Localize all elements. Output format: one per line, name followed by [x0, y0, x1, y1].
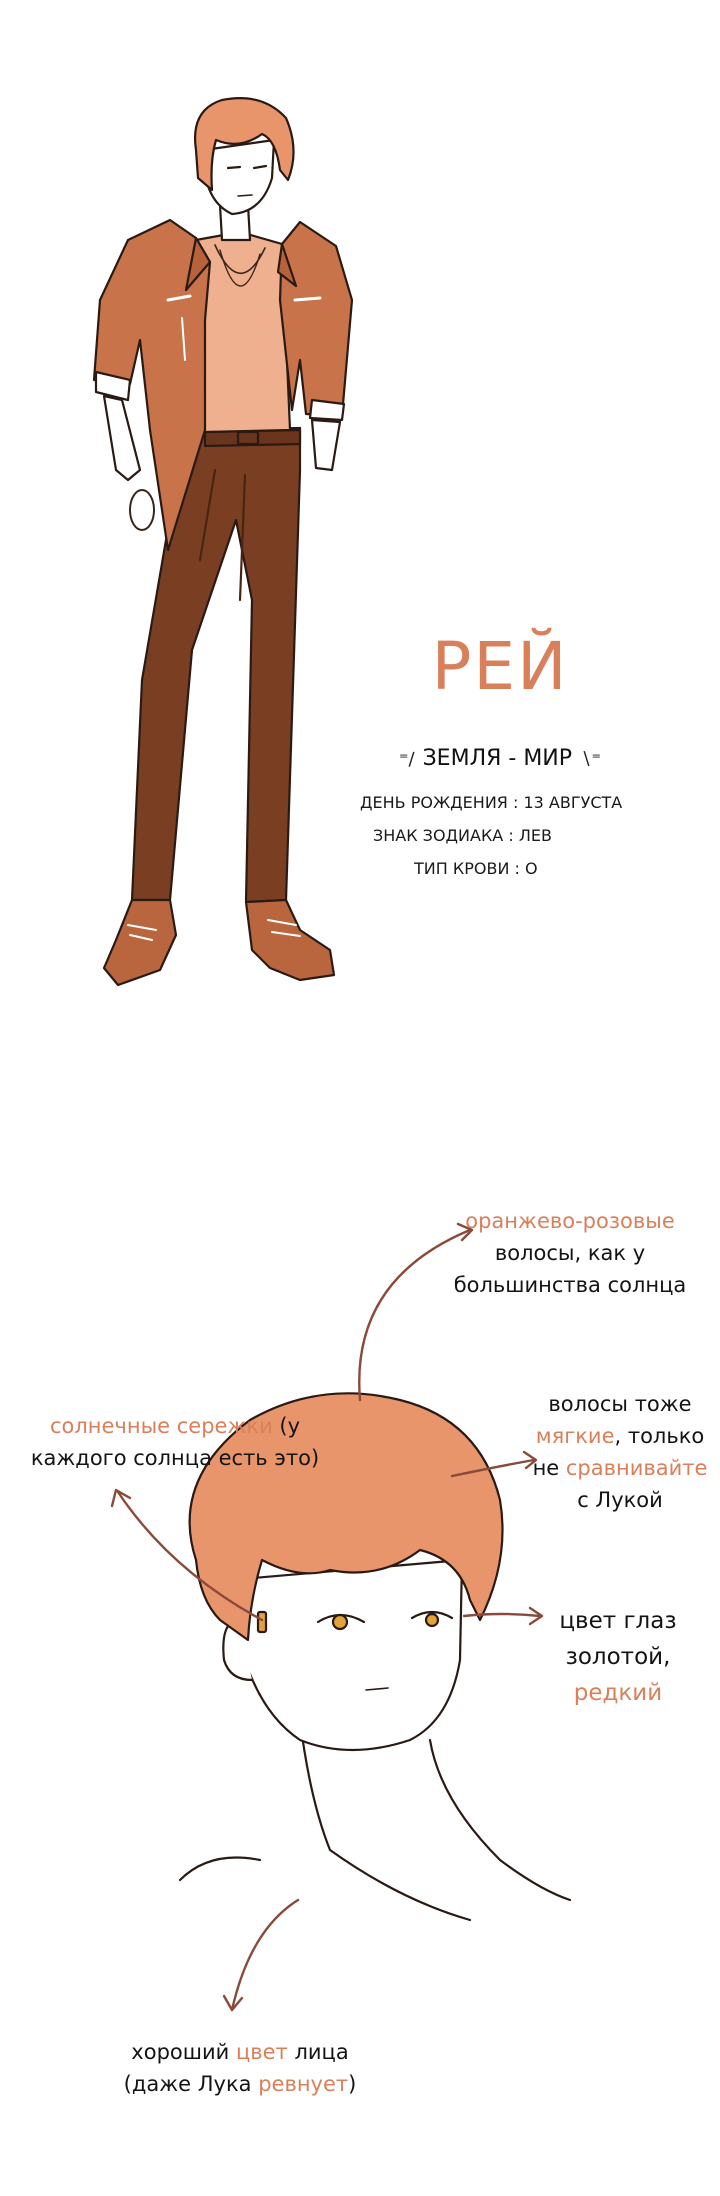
world-label: ЗЕМЛЯ - МИР [422, 746, 573, 771]
soft-rest-2: , только [614, 1424, 705, 1448]
sparkle-left-icon: ⁼∕ [399, 749, 415, 770]
eyes-highlight: редкий [573, 1680, 663, 1706]
character-name: РЕЙ [431, 628, 569, 705]
earrings-rest: (у [272, 1414, 301, 1438]
blood-type-line: ТИП КРОВИ : О [414, 859, 538, 878]
note-eye-color [548, 1603, 688, 1711]
soft-highlight: мягкие [535, 1424, 615, 1448]
soft-pre-3: не [532, 1456, 566, 1480]
eyes-line-2: золотой, [565, 1644, 671, 1670]
hair-color-highlight: оранжево-розовые [465, 1209, 675, 1233]
skin-pre-2: (даже Лука [123, 2072, 259, 2096]
sparkle-right-icon: ∖⁼ [580, 749, 601, 770]
soft-line-1: волосы тоже [548, 1392, 692, 1416]
earrings-line-2: каждого солнца есть это) [30, 1446, 320, 1470]
hair-line-2: волосы, как у [494, 1241, 646, 1265]
note-complexion [110, 2036, 370, 2100]
compare-highlight: сравнивайте [565, 1456, 708, 1480]
left-eye [333, 1615, 347, 1629]
right-eye [426, 1614, 438, 1626]
sun-earring [258, 1612, 266, 1632]
hair-line-3: большинства солнца [453, 1273, 687, 1297]
skin-post-2: ) [348, 2072, 357, 2096]
earrings-highlight: солнечные сережки [49, 1414, 273, 1438]
soft-line-4: с Лукой [577, 1488, 663, 1512]
eyes-line-1: цвет глаз [559, 1608, 677, 1634]
closeup-face [230, 1560, 462, 1750]
zodiac-line: ЗНАК ЗОДИАКА : ЛЕВ [373, 826, 552, 845]
skin-highlight-1: цвет [235, 2040, 288, 2064]
skin-post-1: лица [287, 2040, 349, 2064]
note-soft-hair [520, 1388, 720, 1516]
arrow-to-eyes [464, 1614, 540, 1616]
note-earrings [20, 1410, 330, 1474]
arrow-to-face [232, 1900, 298, 2010]
birthday-line: ДЕНЬ РОЖДЕНИЯ : 13 АВГУСТА [360, 793, 623, 812]
note-hair-color [440, 1205, 700, 1301]
skin-highlight-2: ревнует [258, 2072, 349, 2096]
skin-pre-1: хороший [131, 2040, 236, 2064]
